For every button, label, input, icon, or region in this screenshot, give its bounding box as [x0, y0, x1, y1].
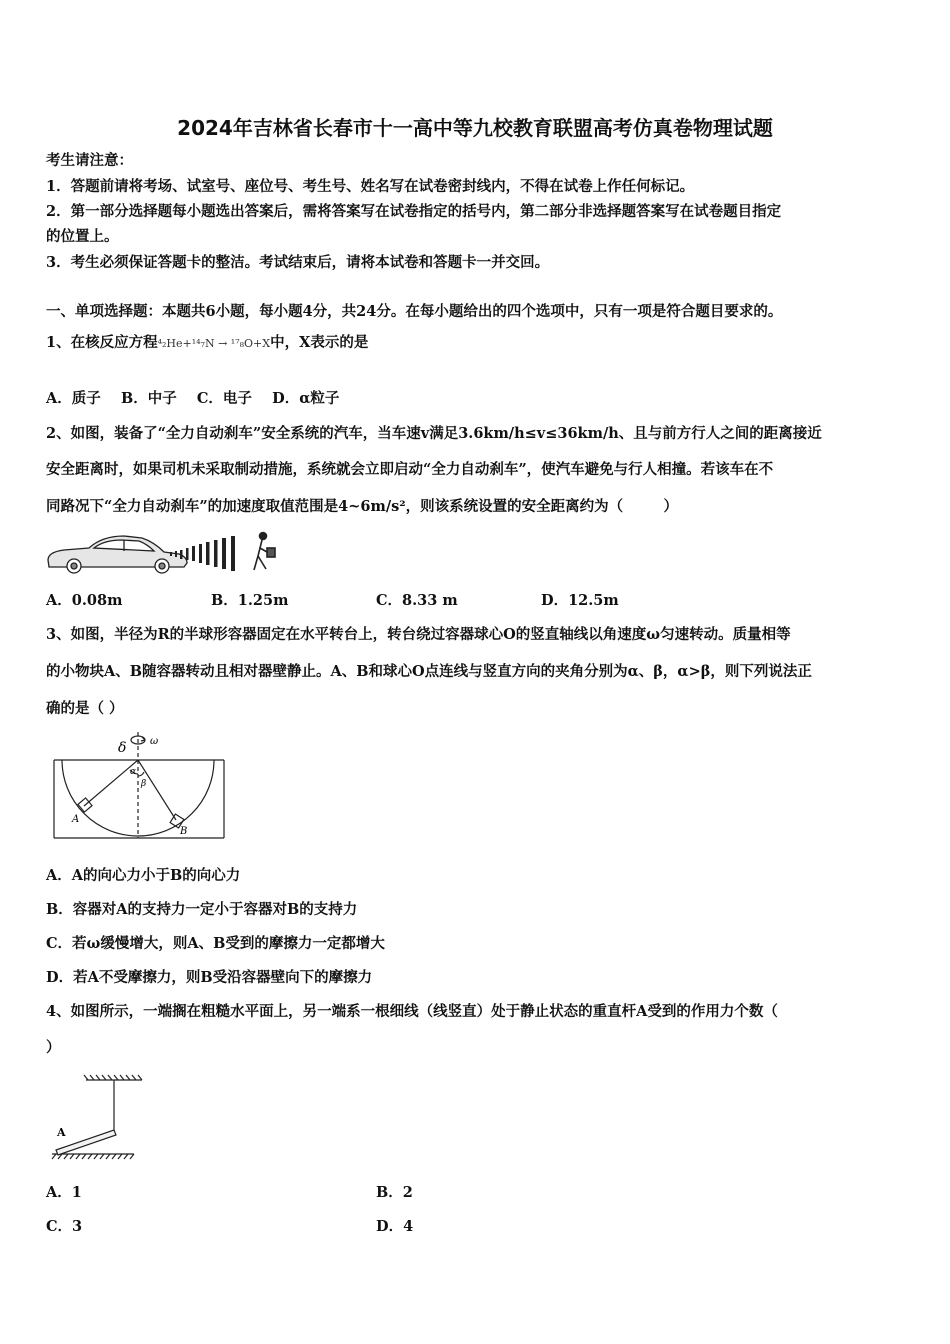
- q3-alpha-label: α: [130, 767, 137, 777]
- q2-line-3: 同路况下“全力自动刹车”的加速度取值范围是4~6m/s²，则该系统设置的安全距离约为（ ）: [46, 498, 679, 515]
- notice-item-2: 2．第一部分选择题每小题选出答案后，需将答案写在试卷指定的括号内，第二部分非选择题答案写在试卷题目指定: [46, 203, 782, 220]
- q2-option-a: A．0.08m: [46, 592, 123, 609]
- q4-line-1: 4、如图所示，一端搁在粗糙水平面上，另一端系一根细线（线竖直）处于静止状态的重直杆A受到的作用力个数（: [46, 1003, 778, 1020]
- page-title: 2024年吉林省长春市十一高中等九校教育联盟高考仿真卷物理试题: [177, 116, 773, 140]
- q3-option-c: C．若ω缓慢增大，则A、B受到的摩擦力一定都增大: [46, 935, 385, 952]
- q3-b-label: B: [180, 826, 188, 837]
- q3-line-3: 确的是（ ）: [46, 700, 124, 717]
- q3-figure-hemisphere: [46, 730, 236, 842]
- q2-line-2: 安全距离时，如果司机未采取制动措施，系统就会立即启动“全力自动刹车”，使汽车避免与行人相撞。若该车在不: [46, 461, 774, 478]
- q2-option-b: B．1.25m: [211, 592, 289, 609]
- notice-item-1: 1．答题前请将考场、试室号、座位号、考生号、姓名写在试卷密封线内，不得在试卷上作任何标记。: [46, 178, 695, 195]
- section-heading: 一、单项选择题：本题共6小题，每小题4分，共24分。在每小题给出的四个选项中，只有一项是符合题目要求的。: [46, 303, 783, 320]
- notice-item-2-cont: 的位置上。: [46, 228, 119, 245]
- q4-option-d: D．4: [376, 1218, 414, 1235]
- q2-option-d: D．12.5m: [541, 592, 619, 609]
- q1-options: A．质子 B．中子 C．电子 D．α粒子: [46, 390, 340, 407]
- q4-option-b: B．2: [376, 1184, 413, 1201]
- q1-stem-a: 1、在核反应方程: [46, 334, 158, 351]
- q3-omega-label: ω: [150, 736, 159, 747]
- q4-option-c: C．3: [46, 1218, 83, 1235]
- notice-heading: 考生请注意：: [46, 152, 133, 169]
- q3-line-2: 的小物块A、B随容器转动且相对器壁静止。A、B和球心O点连线与竖直方向的夹角分别为α、β，α>β，则下列说法正: [46, 663, 812, 680]
- q3-option-d: D．若A不受摩擦力，则B受沿容器壁向下的摩擦力: [46, 969, 373, 986]
- q2-figure-car-pedestrian: [44, 530, 284, 578]
- q4-rod-label: A: [57, 1126, 66, 1139]
- q1-stem: [46, 333, 368, 354]
- svg-text:δ: δ: [118, 740, 127, 756]
- q4-line-2: ）: [46, 1039, 61, 1056]
- q2-line-1: 2、如图，装备了“全力自动刹车”安全系统的汽车，当车速v满足3.6km/h≤v≤36km/h、且与前方行人之间的距离接近: [46, 425, 822, 442]
- q3-option-a: A．A的向心力小于B的向心力: [46, 867, 241, 884]
- q3-option-b: B．容器对A的支持力一定小于容器对B的支持力: [46, 901, 358, 918]
- q1-stem-b: 中，X表示的是: [270, 334, 369, 351]
- q4-option-a: A．1: [46, 1184, 82, 1201]
- q2-option-c: C．8.33 m: [376, 592, 458, 609]
- q3-beta-label: β: [141, 779, 147, 789]
- q1-equation: ⁴₂He+¹⁴₇N → ¹⁷₈O+X: [157, 337, 271, 350]
- q3-a-label: A: [72, 814, 80, 825]
- q4-figure-rod: [46, 1074, 146, 1162]
- q3-line-1: 3、如图，半径为R的半球形容器固定在水平转台上，转台绕过容器球心O的竖直轴线以角速度ω匀速转动。质量相等: [46, 626, 791, 643]
- notice-item-3: 3．考生必须保证答题卡的整洁。考试结束后，请将本试卷和答题卡一并交回。: [46, 254, 550, 271]
